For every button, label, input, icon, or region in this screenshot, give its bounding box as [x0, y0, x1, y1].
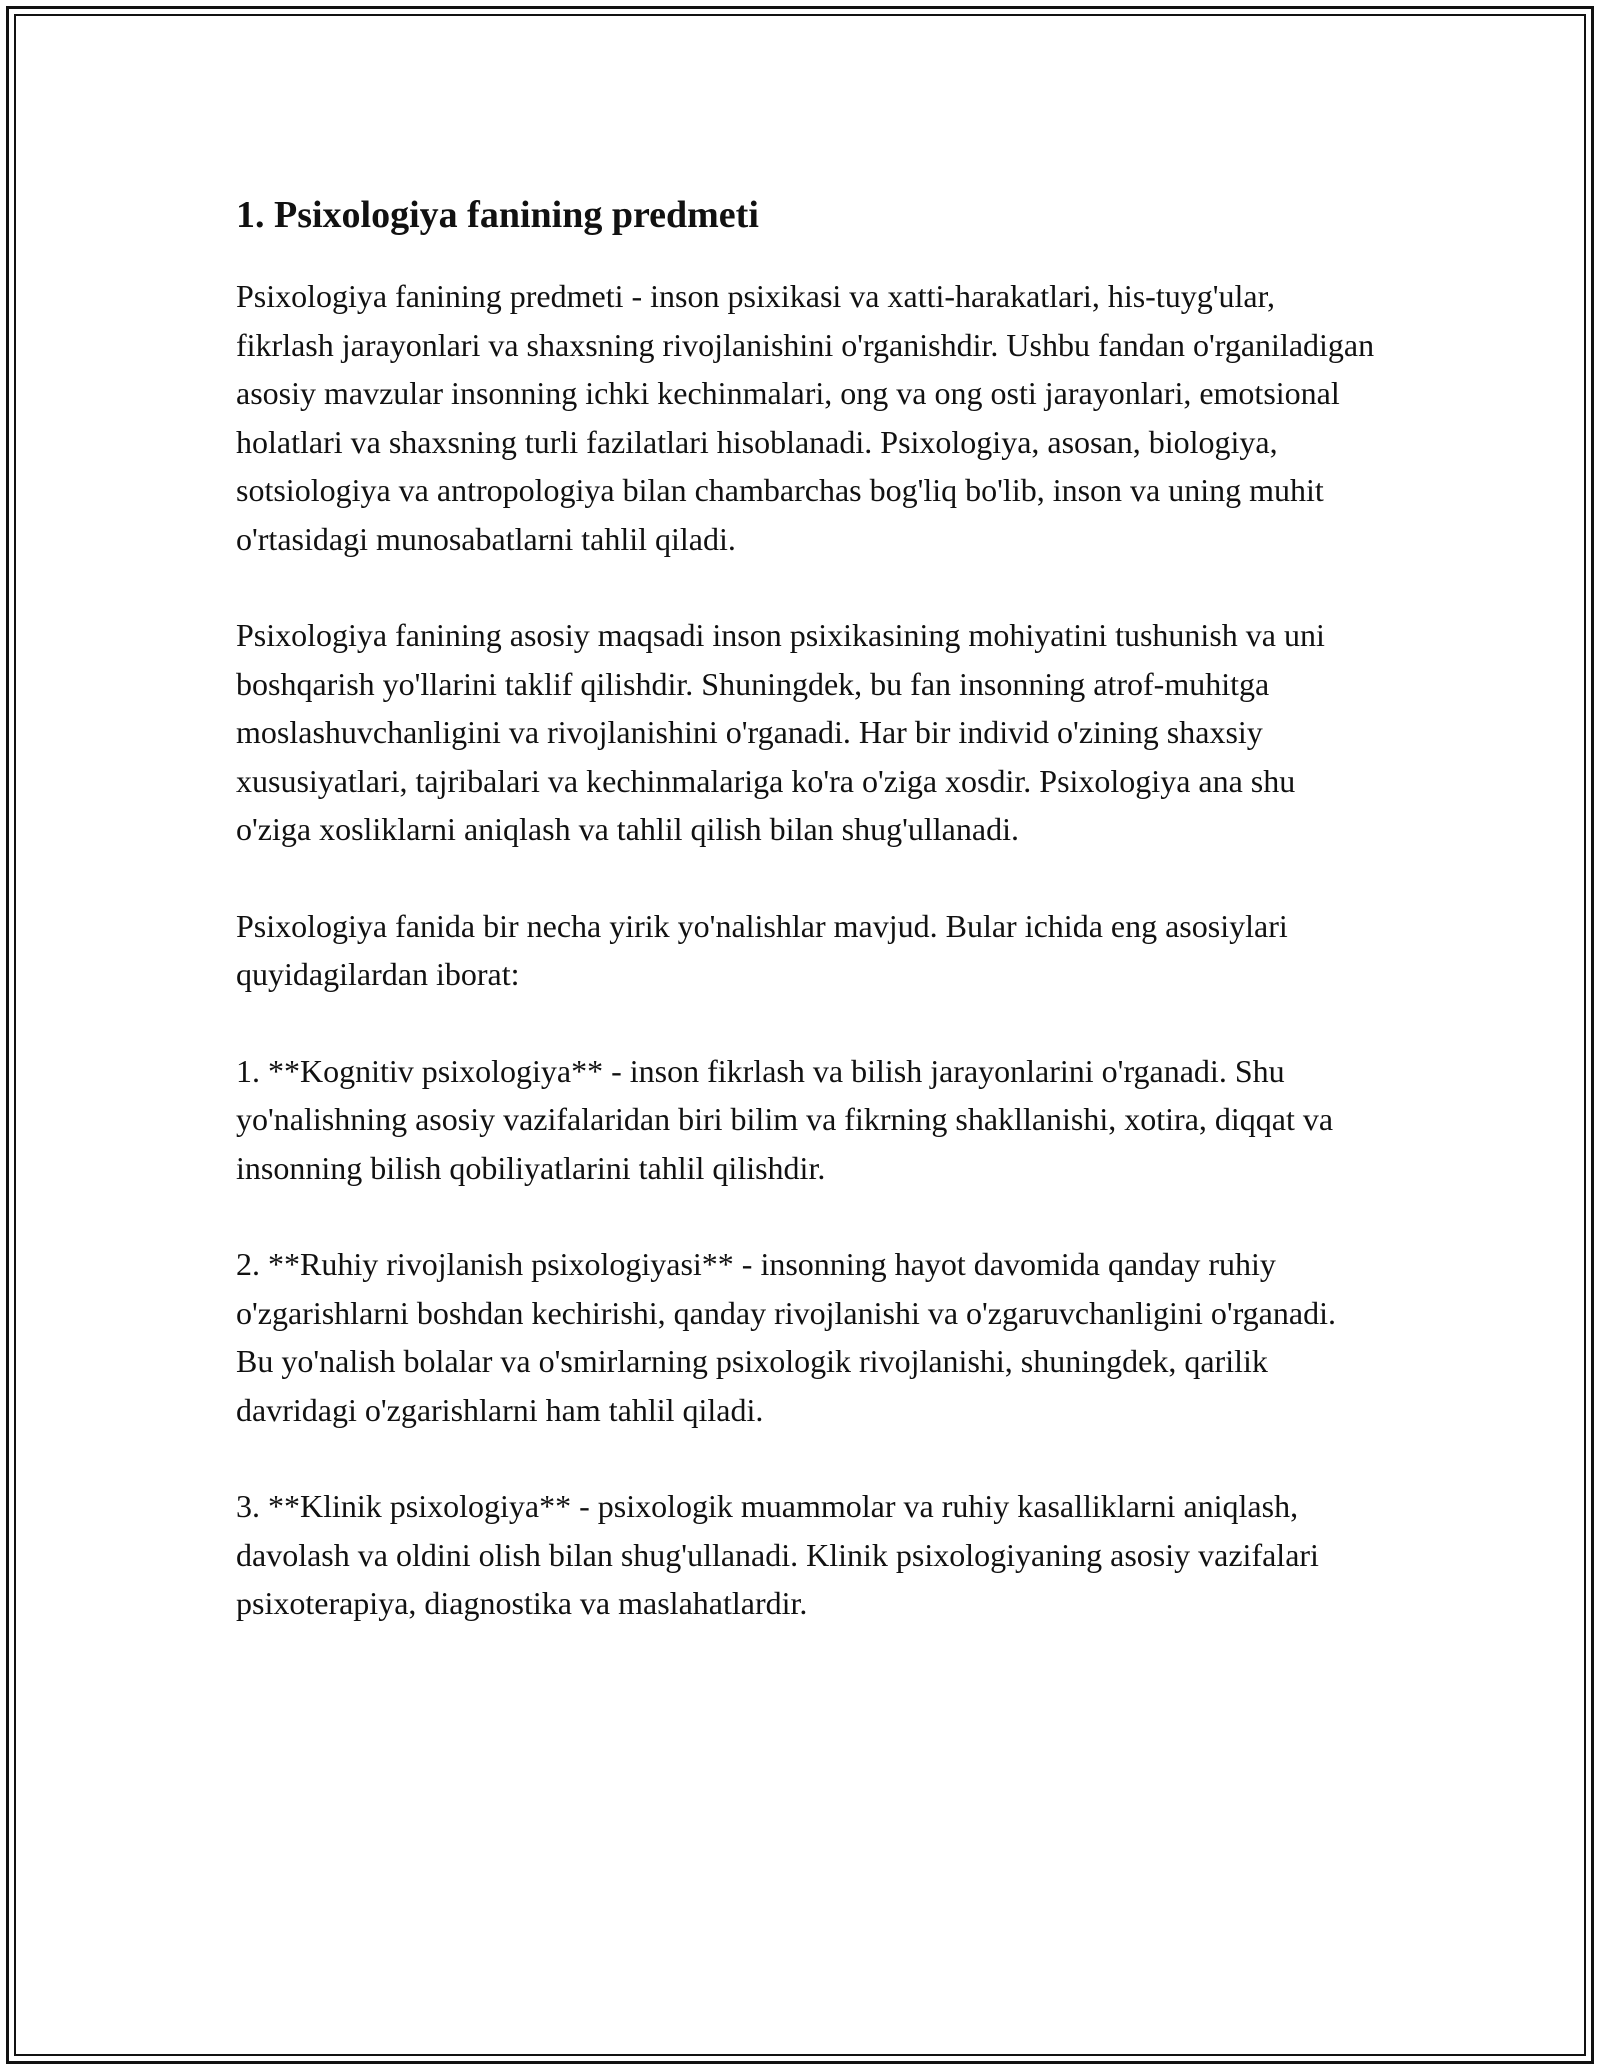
paragraph-main-goal: Psixologiya fanining asosiy maqsadi inson psixikasining mohiyatini tushunish va uni boshqarish yo'llarini taklif qilishdir. Shuningdek, bu fan insonning atrof-muhitga moslashuvchanligini va rivojlanishini o'rganadi. Har bir individ o'zining shaxsiy xususiyatlari, tajribalari va kechinmalariga ko'ra o'ziga xosdir. Psixologiya ana shu o'ziga xosliklarni aniqlash va tahlil qilish bilan shug'ullanadi. — [236, 617, 1325, 847]
list-item-clinical-psychology: 3. **Klinik psixologiya** - psixologik muammolar va ruhiy kasalliklarni aniqlash, davolash va oldini olish bilan shug'ullanadi. Klinik psixologiyaning asosiy vazifalari psixoterapiya, diagnostika va maslahatlardir. — [236, 1488, 1319, 1621]
list-item-cognitive-psychology: 1. **Kognitiv psixologiya** - inson fikrlash va bilish jarayonlarini o'rganadi. Shu yo'nalishning asosiy vazifalaridan biri bilim va fikrning shakllanishi, xotira, diqqat va insonning bilish qobiliyatlarini tahlil qilishdir. — [236, 1052, 1334, 1186]
paragraph-subject-definition: Psixologiya fanining predmeti - inson psixikasi va xatti-harakatlari, his-tuyg'ular, fikrlash jarayonlari va shaxsning rivojlanishini o'rganishdir. Ushbu fandan o'rganiladigan asosiy mavzular insonning ichki kechinmalari, ong va ong osti jarayonlari, emotsional holatlari va shaxsning turli fazilatlari hisoblanadi. Psixologiya, asosan, biologiya, sotsiologiya va antropologiya bilan chambarchas bog'liq bo'lib, inson va uning muhit o'rtasidagi munosabatlarni tahlil qiladi. — [236, 278, 1375, 557]
paragraph-directions-intro: Psixologiya fanida bir necha yirik yo'nalishlar mavjud. Bular ichida eng asosiylari quyidagilardan iborat: — [236, 907, 1288, 992]
list-item-developmental-psychology: 2. **Ruhiy rivojlanish psixologiyasi** - insonning hayot davomida qanday ruhiy o'zgarishlarni boshdan kechirishi, qanday rivojlanishi va o'zgaruvchanligini o'rganadi. Bu yo'nalish bolalar va o'smirlarning psixologik rivojlanishi, shuningdek, qarilik davridagi o'zgarishlarni ham tahlil qiladi. — [236, 1246, 1336, 1428]
section-heading: 1. Psixologiya fanining predmeti — [236, 194, 759, 236]
document-body — [236, 190, 1376, 1676]
